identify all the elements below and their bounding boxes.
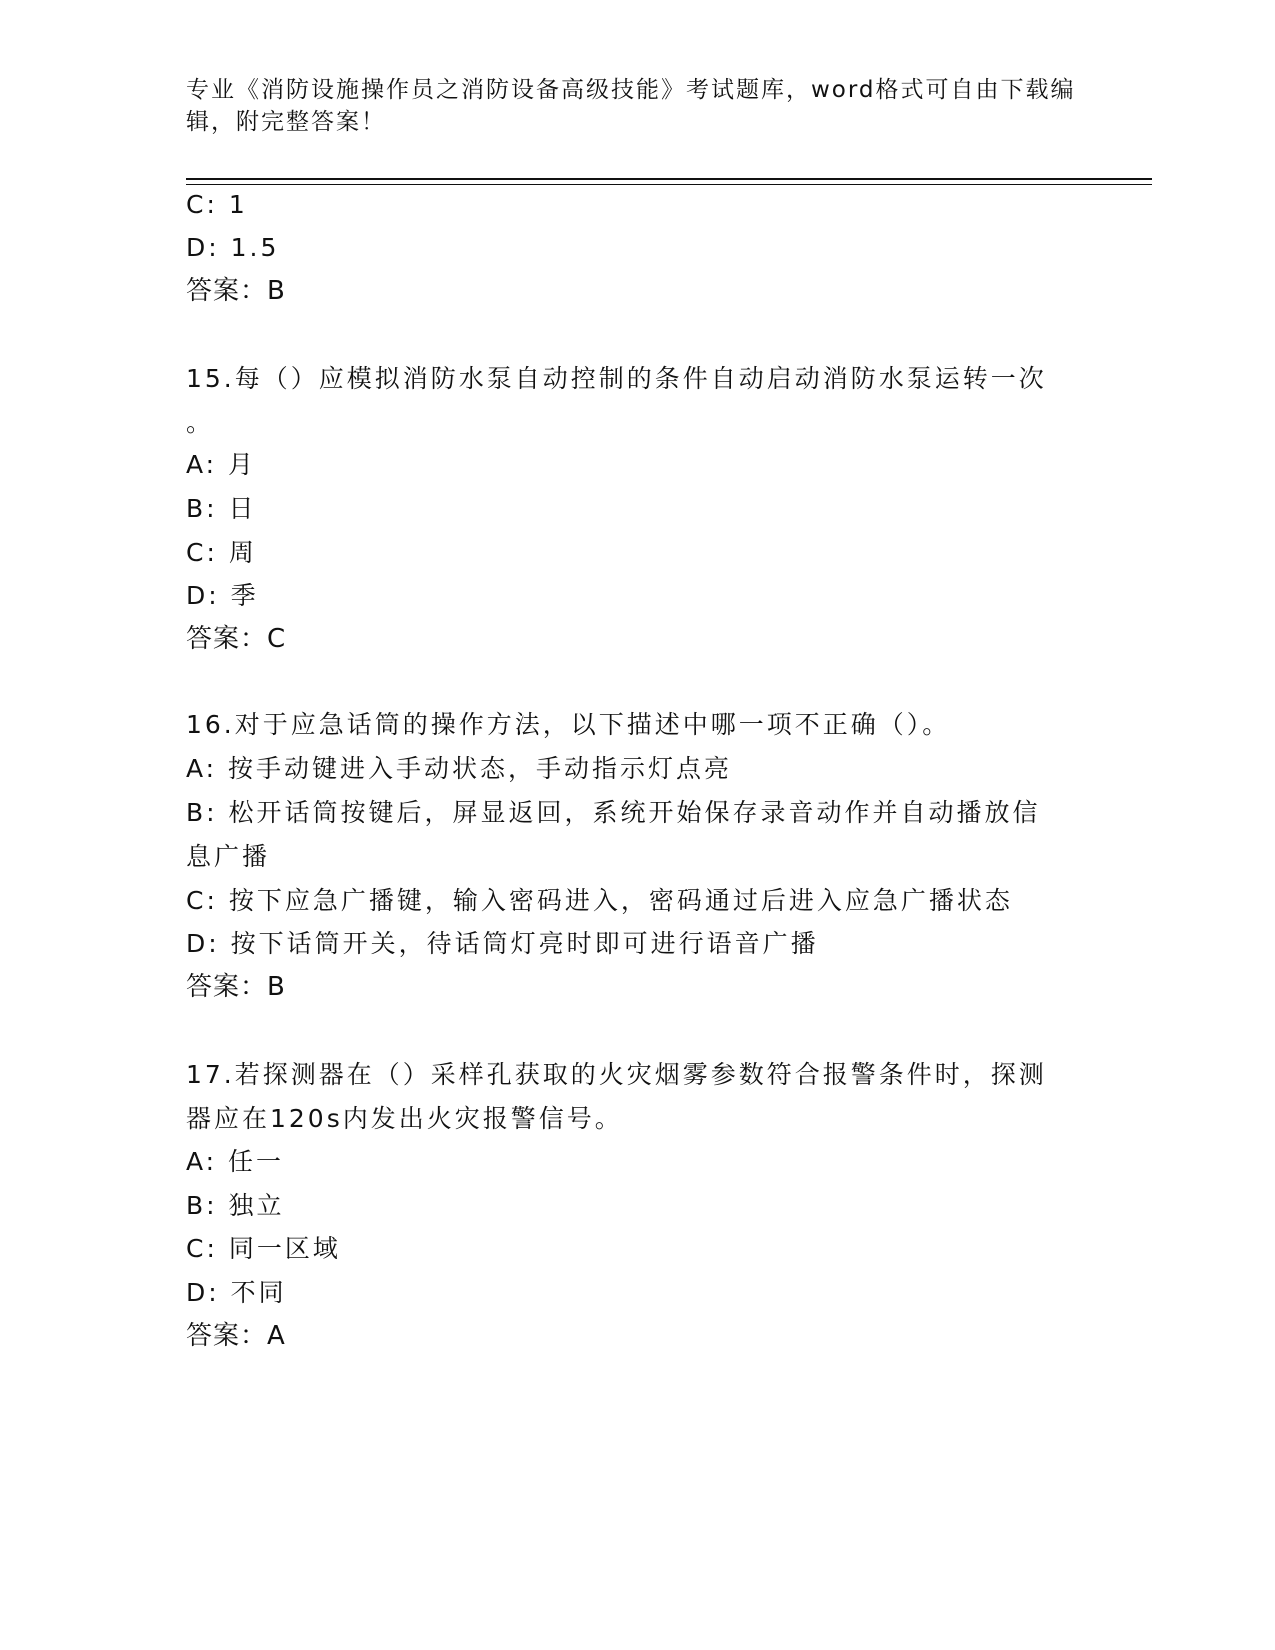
question-stem: 16.对于应急话筒的操作方法，以下描述中哪一项不正确（）。 bbox=[186, 710, 951, 739]
answer-value: A bbox=[267, 1321, 286, 1351]
answer-label: 答案： bbox=[186, 972, 268, 1002]
option-line: B: 松开话筒按键后，屏显返回，系统开始保存录音动作并自动播放信 bbox=[186, 798, 1041, 827]
question-stem: 。 bbox=[186, 408, 215, 437]
answer-line bbox=[186, 276, 286, 306]
answer-label: 答案： bbox=[186, 624, 268, 654]
option-line: C: 1 bbox=[186, 190, 248, 219]
answer-line bbox=[186, 1321, 286, 1351]
option-line: A: 按手动键进入手动状态，手动指示灯点亮 bbox=[186, 754, 733, 783]
question-stem: 器应在120s内发出火灾报警信号。 bbox=[186, 1104, 623, 1133]
answer-line bbox=[186, 972, 286, 1002]
option-line: B: 日 bbox=[186, 494, 257, 523]
answer-value: B bbox=[267, 276, 286, 306]
option-line: C: 同一区域 bbox=[186, 1234, 341, 1263]
option-line: D: 季 bbox=[186, 581, 259, 610]
option-line: C: 周 bbox=[186, 538, 257, 567]
option-line: B: 独立 bbox=[186, 1191, 285, 1220]
header-divider-thin bbox=[186, 184, 1152, 185]
option-line: 息广播 bbox=[186, 842, 271, 871]
document-header: 专业《消防设施操作员之消防设备高级技能》考试题库，word格式可自由下载编辑，附完整答案！ bbox=[186, 77, 1076, 135]
option-line: D: 1.5 bbox=[186, 233, 280, 262]
answer-value: B bbox=[267, 972, 286, 1002]
option-line: A: 任一 bbox=[186, 1147, 285, 1176]
header-divider-thick bbox=[186, 178, 1152, 180]
option-line: D: 按下话筒开关，待话筒灯亮时即可进行语音广播 bbox=[186, 929, 819, 958]
option-line: A: 月 bbox=[186, 450, 257, 479]
option-line: D: 不同 bbox=[186, 1278, 287, 1307]
answer-label: 答案： bbox=[186, 1321, 268, 1351]
option-line: C: 按下应急广播键，输入密码进入，密码通过后进入应急广播状态 bbox=[186, 886, 1013, 915]
answer-value: C bbox=[267, 624, 287, 654]
answer-label: 答案： bbox=[186, 276, 268, 306]
question-stem: 15.每（）应模拟消防水泵自动控制的条件自动启动消防水泵运转一次 bbox=[186, 364, 1047, 393]
question-stem: 17.若探测器在（）采样孔获取的火灾烟雾参数符合报警条件时，探测 bbox=[186, 1060, 1047, 1089]
answer-line bbox=[186, 624, 286, 654]
